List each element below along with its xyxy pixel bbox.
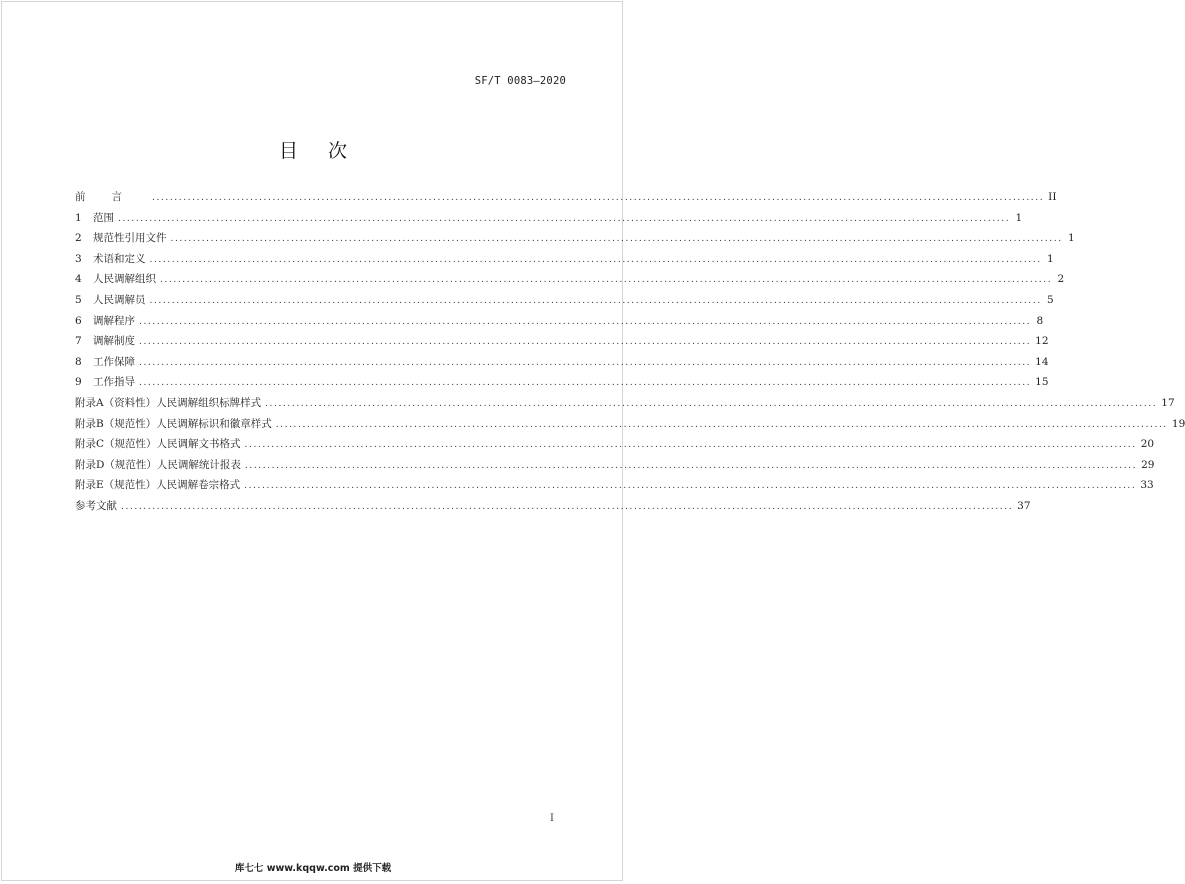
toc-entry-page: 37	[1017, 499, 1031, 512]
toc-entry-number: 2	[75, 232, 82, 245]
toc-entry-page: II	[1048, 191, 1057, 203]
toc-entry-text: 工作指导	[93, 376, 135, 389]
toc-entry-page: 29	[1141, 458, 1155, 471]
toc-entry-references[interactable]	[75, 496, 1031, 517]
toc-leader-dots: ........................................................................................................................................................................................................	[121, 501, 1014, 512]
toc-entry-appendix-c[interactable]	[75, 434, 1155, 455]
page-number: I	[549, 812, 554, 824]
toc-entry-number: 5	[75, 293, 82, 306]
toc-leader-dots: ........................................................................................................................................................................................................	[244, 481, 1137, 492]
toc-entry-5[interactable]	[75, 290, 1054, 311]
toc-entry-page: 17	[1161, 396, 1175, 409]
toc-entry-appendix-d[interactable]	[75, 455, 1155, 476]
toc-entry-page: 1	[1046, 252, 1054, 265]
download-watermark: 库七七 www.kqqw.com 提供下载	[234, 863, 392, 874]
toc-entry-1[interactable]	[75, 208, 1023, 229]
toc-entry-number: 8	[75, 355, 82, 368]
toc-entry-page: 14	[1035, 355, 1049, 368]
toc-entry-text: 规范性引用文件	[93, 232, 167, 245]
toc-entry-appendix-e[interactable]	[75, 475, 1154, 496]
toc-entry-text: 范围	[93, 211, 114, 224]
toc-leader-dots: ........................................................................................................................................................................................................	[139, 357, 1032, 368]
toc-entry-3[interactable]	[75, 249, 1054, 270]
toc-leader-dots: ........................................................................................................................................................................................................	[265, 398, 1158, 409]
toc-entry-number: 1	[75, 211, 82, 224]
toc-entry-number: 3	[75, 252, 82, 265]
toc-entry-text: 前言	[75, 191, 148, 203]
toc-entry-text: 附录B（规范性）人民调解标识和徽章样式	[75, 417, 272, 430]
table-of-contents	[75, 187, 1185, 517]
toc-entry-9[interactable]	[75, 372, 1049, 393]
toc-leader-dots: ........................................................................................................................................................................................................	[149, 254, 1042, 265]
toc-entry-text: 参考文献	[75, 499, 117, 512]
toc-entry-text: 人民调解组织	[93, 273, 156, 286]
toc-entry-text: 工作保障	[93, 355, 135, 368]
toc-entry-page: 15	[1035, 376, 1049, 389]
toc-entry-8[interactable]	[75, 352, 1049, 373]
toc-entry-text: 附录A（资料性）人民调解组织标牌样式	[75, 396, 262, 409]
toc-entry-text: 术语和定义	[93, 252, 146, 265]
toc-leader-dots: ........................................................................................................................................................................................................	[244, 440, 1137, 451]
toc-leader-dots: ........................................................................................................................................................................................................	[244, 460, 1138, 471]
toc-entry-text: 附录E（规范性）人民调解卷宗格式	[75, 479, 241, 492]
toc-entry-number: 6	[75, 314, 82, 327]
toc-entry-page: 1	[1015, 211, 1023, 224]
toc-entry-page: 8	[1036, 314, 1044, 327]
toc-entry-appendix-b[interactable]	[75, 414, 1185, 435]
toc-entry-7[interactable]	[75, 331, 1049, 352]
toc-entry-page: 33	[1140, 479, 1154, 492]
toc-entry-4[interactable]	[75, 269, 1065, 290]
toc-leader-dots: ........................................................................................................................................................................................................	[118, 213, 1011, 224]
toc-entry-page: 20	[1140, 438, 1155, 451]
toc-leader-dots: ........................................................................................................................................................................................................	[149, 295, 1042, 306]
toc-entry-6[interactable]	[75, 311, 1044, 332]
toc-entry-text: 附录D（规范性）人民调解统计报表	[75, 458, 241, 471]
toc-entry-text: 人民调解员	[93, 293, 146, 306]
toc-leader-dots: ........................................................................................................................................................................................................	[275, 419, 1168, 430]
toc-entry-page: 5	[1046, 293, 1054, 306]
toc-entry-number: 4	[75, 273, 82, 286]
toc-entry-number: 9	[75, 376, 82, 389]
toc-entry-appendix-a[interactable]	[75, 393, 1175, 414]
toc-leader-dots: ........................................................................................................................................................................................................	[170, 234, 1063, 245]
toc-entry-page: 1	[1067, 232, 1075, 245]
document-code: SF/T 0083—2020	[474, 75, 566, 87]
toc-entry-page: 12	[1035, 335, 1049, 348]
toc-leader-dots: ........................................................................................................................................................................................................	[160, 275, 1053, 286]
toc-title: 目次	[278, 140, 377, 162]
toc-entry-number: 7	[75, 335, 82, 348]
toc-leader-dots: ........................................................................................................................................................................................................	[152, 193, 1045, 203]
toc-entry-text: 附录C（规范性）人民调解文书格式	[75, 438, 241, 451]
toc-entry-page: 19	[1171, 417, 1185, 430]
toc-entry-page: 2	[1057, 273, 1065, 286]
toc-entry-2[interactable]	[75, 228, 1075, 249]
toc-entry-text: 调解程序	[93, 314, 135, 327]
toc-entry-foreword[interactable]	[75, 187, 1057, 208]
toc-leader-dots: ........................................................................................................................................................................................................	[139, 316, 1032, 327]
toc-leader-dots: ........................................................................................................................................................................................................	[139, 337, 1032, 348]
toc-leader-dots: ........................................................................................................................................................................................................	[139, 378, 1032, 389]
toc-entry-text: 调解制度	[93, 335, 135, 348]
